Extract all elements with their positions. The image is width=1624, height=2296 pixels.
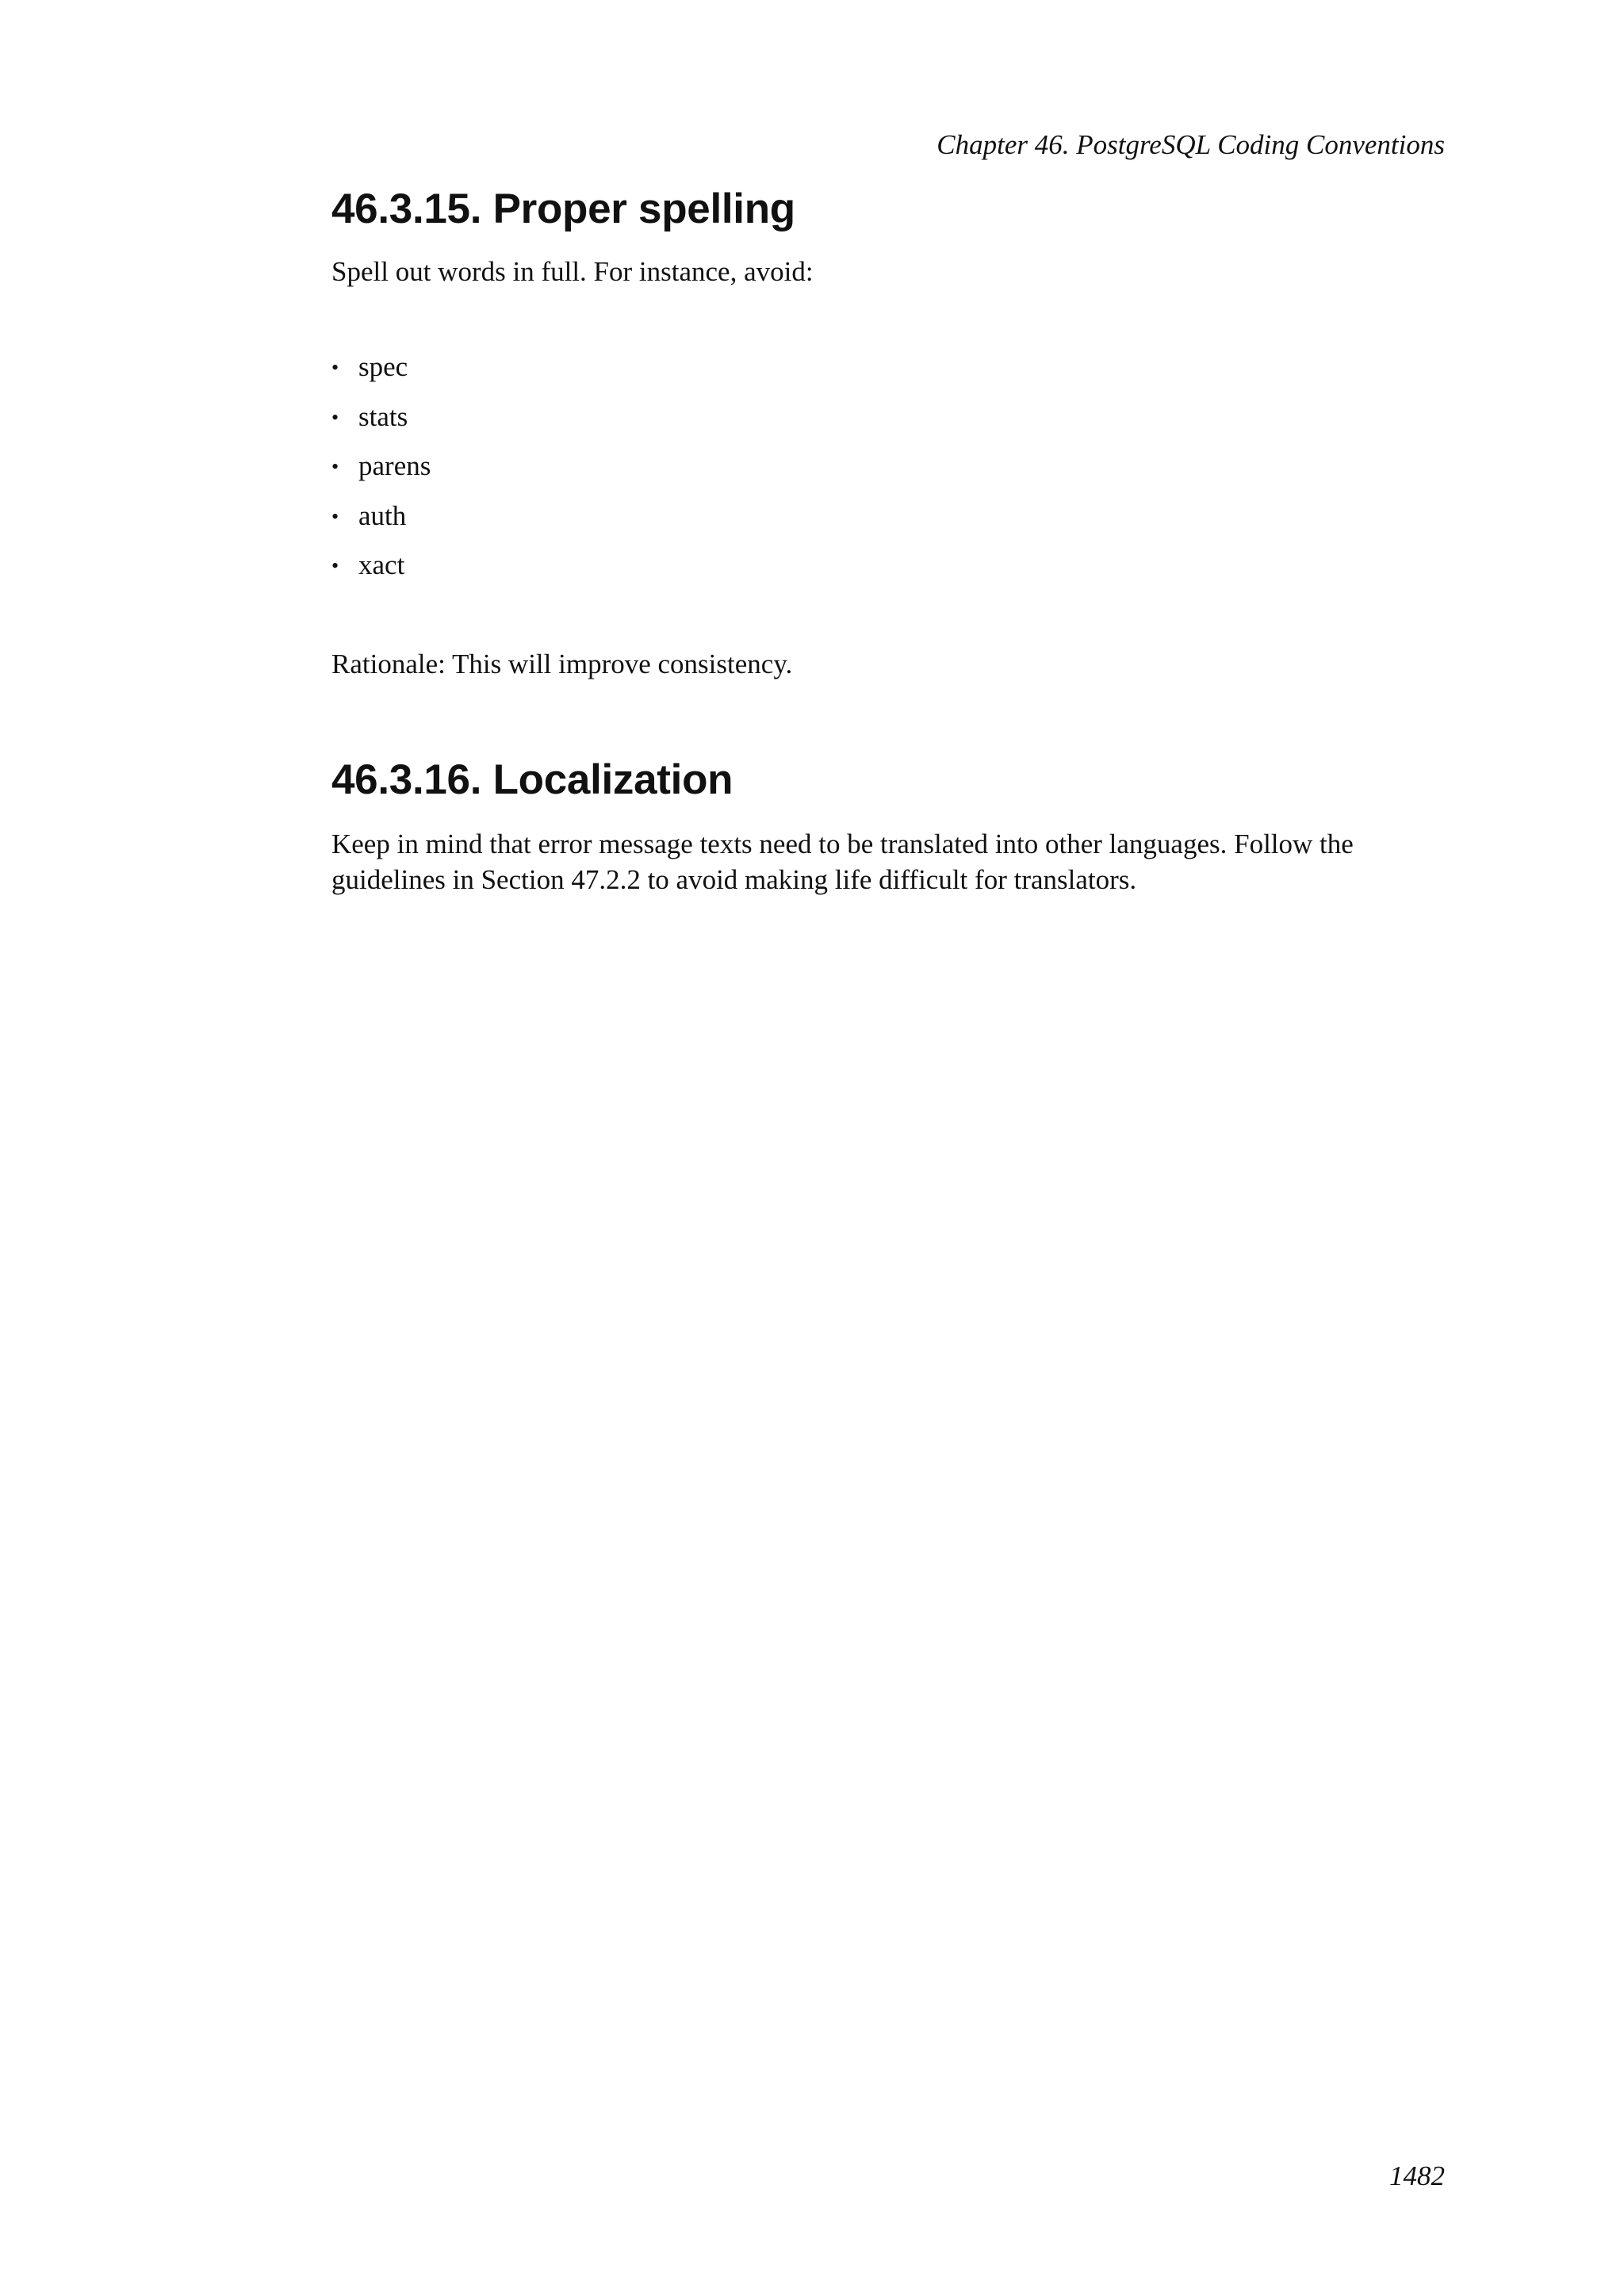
abbreviation-list <box>331 347 431 595</box>
section-heading-proper-spelling: 46.3.15. Proper spelling <box>331 186 795 232</box>
bullet-icon: • <box>331 554 339 577</box>
intro-paragraph: Spell out words in full. For instance, avoid: <box>331 256 814 287</box>
list-item <box>331 446 431 496</box>
rationale-paragraph: Rationale: This will improve consistency. <box>331 649 793 679</box>
list-item <box>331 545 431 595</box>
bullet-icon: • <box>331 356 339 379</box>
localization-paragraph: Keep in mind that error message texts need to be translated into other languages. Follow the guidelines in Section 47.2.2 to avoid making life difficult for translators. <box>331 828 1354 895</box>
page-number: 1482 <box>1389 2160 1445 2191</box>
list-item <box>331 397 431 447</box>
list-item <box>331 347 431 397</box>
list-item-text: spec <box>358 351 408 382</box>
list-item <box>331 496 431 546</box>
bullet-icon: • <box>331 504 339 528</box>
bullet-icon: • <box>331 455 339 478</box>
list-item-text: stats <box>358 400 408 432</box>
list-item-text: xact <box>358 549 405 580</box>
bullet-icon: • <box>331 405 339 429</box>
running-header: Chapter 46. PostgreSQL Coding Conventions <box>936 129 1445 160</box>
list-item-text: parens <box>358 450 431 481</box>
list-item-text: auth <box>358 499 407 531</box>
section-heading-localization: 46.3.16. Localization <box>331 756 733 803</box>
